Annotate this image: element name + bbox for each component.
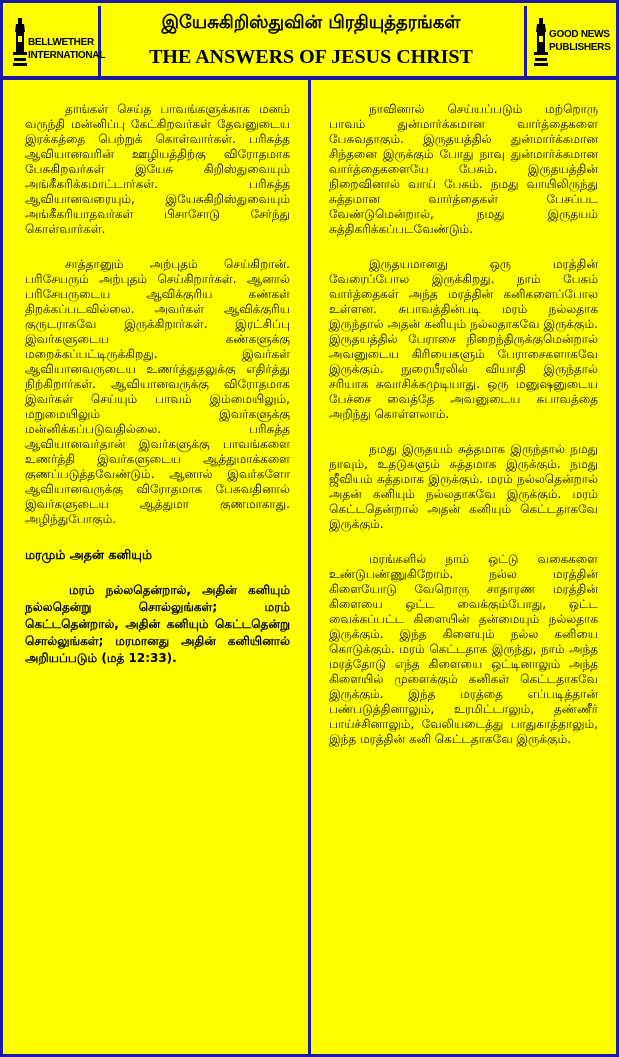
title-tamil: இயேசுகிறிஸ்துவின் பிரதியுத்தரங்கள் xyxy=(161,12,461,33)
logo-right-line-2: PUBLISHERS xyxy=(549,42,611,53)
right-column xyxy=(308,80,619,1057)
title-area xyxy=(101,6,521,76)
logo-right-line-1: GOOD NEWS xyxy=(549,29,610,40)
bellwether-logo xyxy=(6,6,106,76)
scripture-verse: மரம் நல்லதென்றால், அதின் கனியும் நல்லதென்று சொல்லுங்கள்; மரம் கெட்டதென்றால், அதின் கனியும் கெட்டதென்று சொல்லுங்கள்; மரமானது அதின் கனியினால் அறியப்படும் (மத் 12:33). xyxy=(25,583,290,665)
right-paragraph-1: நாவினால் செய்யப்படும் மற்றொரு பாவம் துன்மார்க்கமான வார்த்தைகளை பேசுவதாகும். இருதயத்தில் துன்மார்க்கமான சிந்தனை இருக்கும் போது நாவு துன்மார்க்கமான வார்த்தைகளையே பேசும். இருதயத்தின் நிறைவினால் வாய் பேசும். நமது வாயிலிருந்து சுத்தமான வார்த்தைகள் பேசப்பட வேண்டுமென்றால், நமது இருதயம் சுத்திகரிக்கப்படவேண்டும். xyxy=(329,102,598,236)
bell-tower-icon xyxy=(534,18,548,66)
section-subheading: மரமும் அதன் கனியும் xyxy=(25,547,153,562)
right-paragraph-4: மரங்களில் நாம் ஒட்டு வகைகளை உண்டுபண்ணுகிறோம். நல்ல மரத்தின் கிளையோடு வேறொரு சாதாரண மரத்தின் கிளையை ஒட்ட வைக்கும்போது, ஒட்ட வைக்கப்பட்ட கிளையின் தன்மையும் நல்லதாக இருக்கும். இந்த கிளையும் நல்ல கனியை கொடுக்கும். மரம் கெட்டதாக இருந்து, நாம் அந்த மரத்தோடு எந்த கிளையை ஒட்டினாலும் அந்த கிளையில் முளைக்கும் கனிகள் கெட்டதாகவே இருக்கும். இந்த மரத்தை எப்படித்தான் பண்படுத்தினாலும், உரமிட்டாலும், தண்ணீர் பாய்ச்சினாலும், வேலியடைத்து பாதுகாத்தாலும், இந்த மரத்தின் கனி கெட்டதாகவே இருக்கும். xyxy=(329,552,598,746)
header xyxy=(0,0,619,80)
right-paragraph-3: நமது இருதயம் சுத்தமாக இருந்தால் நமது நாவும், உதடுகளும் சுத்தமாக இருக்கும். நமது ஜீவியம் சுத்தமாக இருக்கும். மரம் நல்லதென்றால் அதன் கனியும் நல்லதாகவே இருக்கும். மரம் கெட்டதென்றால் அதன் கனியும் கெட்டதாகவே இருக்கும். xyxy=(329,442,598,531)
left-column xyxy=(0,80,311,1057)
bell-tower-icon xyxy=(13,18,27,66)
left-paragraph-1: தாங்கள் செய்த பாவங்களுக்காக மனம் வருந்தி மன்னிப்பு கேட்கிறவர்கள் தேவனுடைய இரக்கத்தை பெற்றுக் கொள்வார்கள். பரிசுத்த ஆவியானவரின் ஊழியத்திற்கு விரோதமாக பேசுகிறவர்கள் இயேசு கிறிஸ்துவையும் அங்கீகரிக்கமாட்டார்கள். பரிசுத்த ஆவியானவரையும், இயேசுகிறிஸ்துவையும் அங்கீகரியாதவர்கள் பிசாசோடு சேர்ந்து கொள்வார்கள். xyxy=(25,102,290,236)
logo-left-line-2: INTERNATIONAL xyxy=(28,50,106,61)
right-paragraph-2: இருதயமானது ஒரு மரத்தின் வேரைப்போல இருக்கிறது. நாம் பேசும் வார்த்தைகள் அந்த மரத்தின் கனிகளைப்போல உள்ளன. சுபாவத்தின்படி மரம் நல்லதாக இருந்தால் அதன் கனியும் நல்லதாகவே இருக்கும். இருதயத்தில் பேராசை நிறைந்திருக்குமென்றால் அவனுடைய கிரியைகளும் பேராசைகளாகவே இருக்கும். நுரையீரலில் வியாதி இருந்தால் சரியாக சுவாசிக்கமுடியாது. ஒரு மனுஷனுடைய பேச்சை வைத்தே அவனுடைய சுபாவத்தை அறிந்து கொள்ளலாம். xyxy=(329,257,598,421)
left-paragraph-2: சாத்தானும் அற்புதம் செய்கிறான். பரிசேயரும் அற்புதம் செய்கிறார்கள். ஆனால் பரிசேயருடைய ஆவிக்குரிய கண்கள் திறக்கப்படவில்லை. அவர்கள் ஆவிக்குரிய குருடராகவே இருக்கிறார்கள். இரட்சிப்பு இவர்களுடைய கண்களுக்கு மறைக்கப்பட்டிருக்கிறது. இவர்கள் ஆவியானவருடைய உணர்த்துதலுக்கு எதிர்த்து நிற்கிறார்கள். ஆவியானவருக்கு விரோதமாக இவர்கள் செய்யும் பாவம் இம்மையிலும், மறுமையிலும் இவர்களுக்கு மன்னிக்கப்படுவதில்லை. பரிசுத்த ஆவியானவர்தான் இவர்களுக்கு பாவங்களை உணர்த்தி இவர்களுடைய ஆத்துமாக்களை குணப்படுத்தவேண்டும். ஆனால் இவர்களோ ஆவியானவருக்கு விரோதமாக பேசுவதினால் இவர்களுடைய ஆத்துமா குணமாகாது. அழிந்துபோகும். xyxy=(25,257,290,526)
logo-left-line-1: BELLWETHER xyxy=(28,37,94,48)
good-news-logo xyxy=(524,6,619,76)
title-english: THE ANSWERS OF JESUS CHRIST xyxy=(149,46,473,68)
